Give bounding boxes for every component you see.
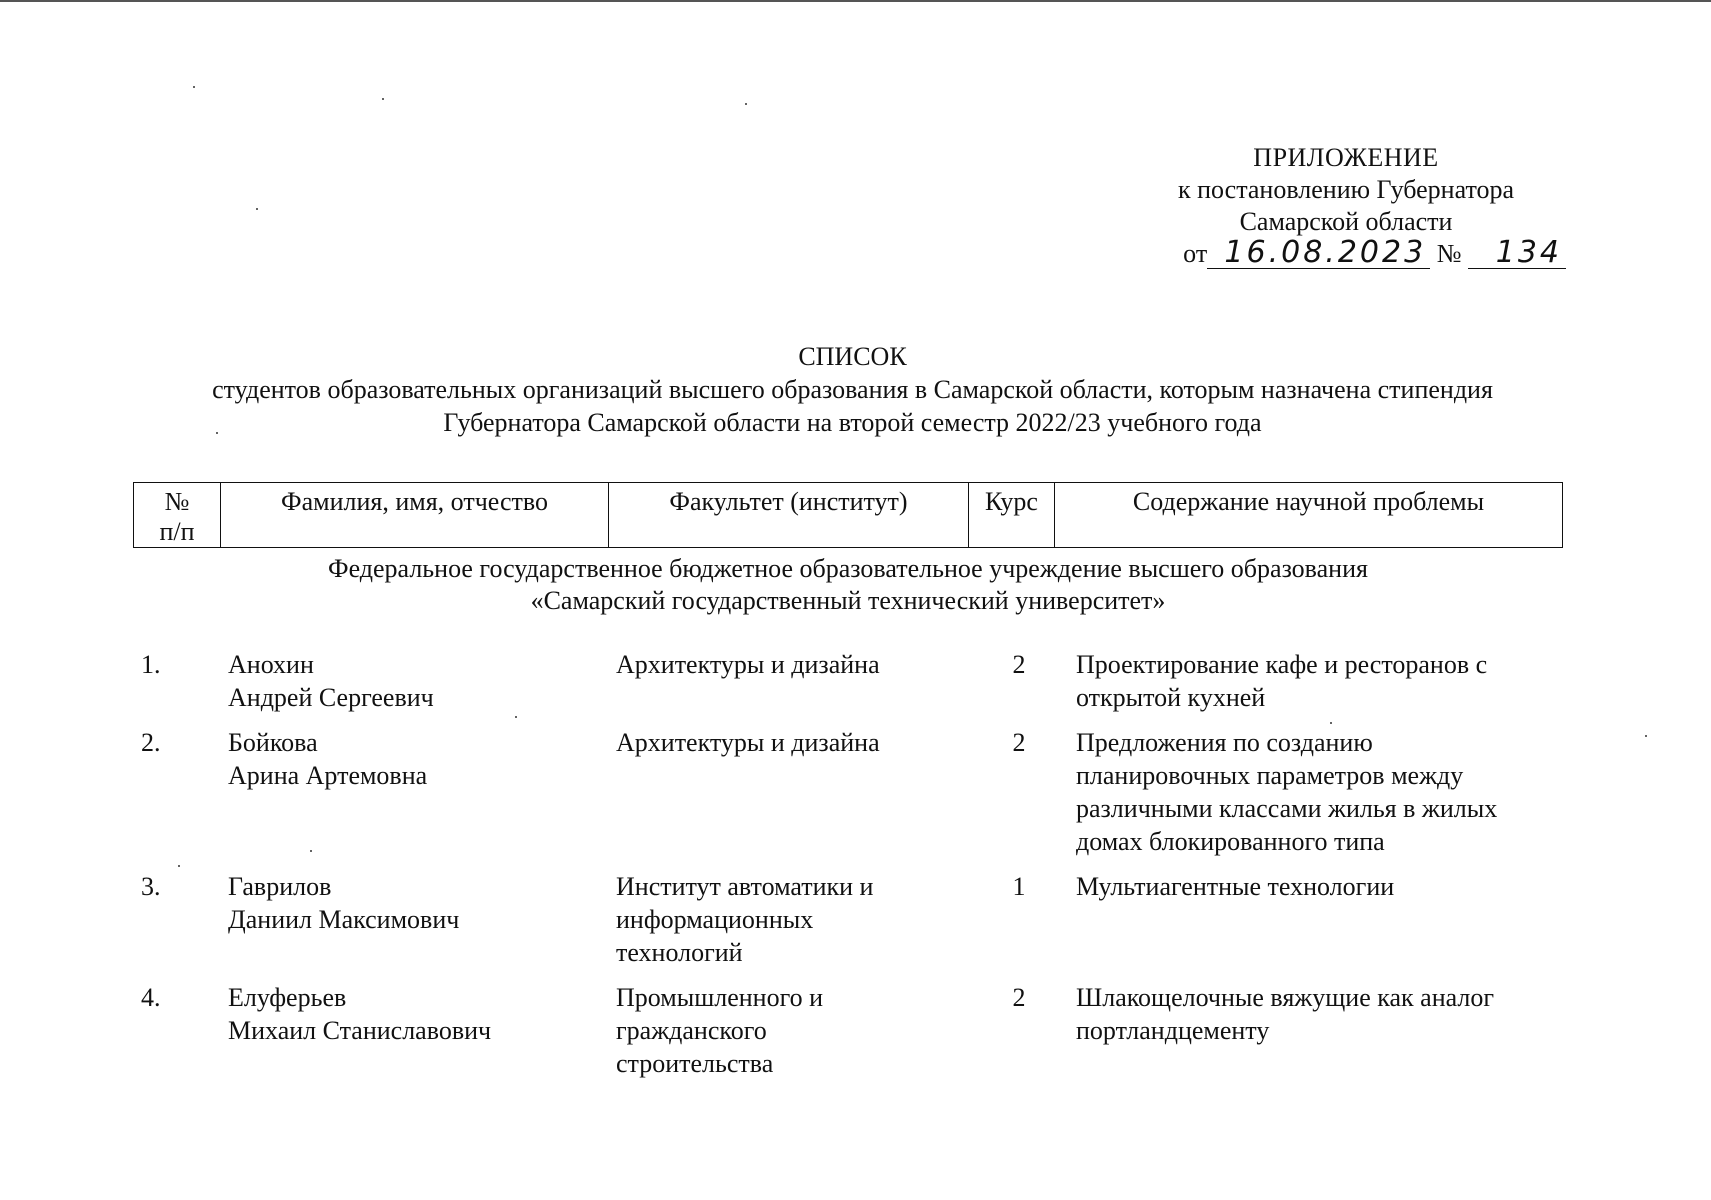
organization-line-1: Федеральное государственное бюджетное образовательное учреждение высшего образования — [328, 554, 1368, 583]
organization-name — [133, 553, 1563, 617]
row-given-names: Даниил Максимович — [228, 905, 460, 934]
header-faculty: Факультет (институт) — [609, 483, 969, 547]
row-course: 2 — [1012, 728, 1026, 757]
heading-title: СПИСОК — [798, 342, 907, 371]
table-row — [133, 981, 1563, 1080]
row-full-name — [228, 726, 616, 858]
handwritten-number: 134 — [1468, 238, 1566, 269]
row-number: 4. — [141, 983, 161, 1012]
scan-speck — [745, 103, 747, 105]
row-topic — [1062, 726, 1563, 858]
row-faculty — [616, 648, 976, 714]
row-full-name — [228, 648, 616, 714]
header-full-name: Фамилия, имя, отчество — [221, 483, 609, 547]
row-topic-line: Предложения по созданию — [1076, 728, 1373, 757]
row-surname: Елуферьев — [228, 983, 347, 1012]
appendix-block — [1136, 142, 1562, 270]
row-topic — [1062, 981, 1563, 1080]
row-topic-line: различными классами жилья в жилых — [1076, 794, 1498, 823]
date-prefix: от — [1183, 239, 1208, 268]
header-course: Курс — [969, 483, 1055, 547]
row-given-names: Андрей Сергеевич — [228, 683, 434, 712]
table-row — [133, 648, 1563, 714]
handwritten-date: 16.08.2023 — [1207, 238, 1430, 269]
row-faculty-line: информационных — [616, 905, 814, 934]
row-faculty-line: строительства — [616, 1049, 774, 1078]
heading-line-1: студентов образовательных организаций высшего образования в Самарской области, которым назначена стипендия — [212, 375, 1493, 404]
row-full-name — [228, 981, 616, 1080]
number-prefix: № — [1436, 239, 1462, 268]
student-list — [133, 648, 1563, 1092]
row-topic-line: Проектирование кафе и ресторанов с — [1076, 650, 1488, 679]
appendix-date-line — [1136, 235, 1566, 270]
row-number: 1. — [141, 650, 161, 679]
row-faculty — [616, 726, 976, 858]
row-surname: Анохин — [228, 650, 314, 679]
appendix-line-decree: к постановлению Губернатора — [1177, 175, 1515, 204]
appendix-line-region: Самарской области — [1239, 207, 1453, 236]
table-row — [133, 870, 1563, 969]
scan-speck — [256, 208, 258, 210]
row-faculty — [616, 870, 976, 969]
header-topic: Содержание научной проблемы — [1132, 487, 1485, 516]
list-heading — [120, 340, 1585, 439]
header-number — [134, 483, 221, 547]
row-surname: Гаврилов — [228, 872, 332, 901]
row-given-names: Михаил Станиславович — [228, 1016, 492, 1045]
row-faculty-line: Промышленного и — [616, 983, 823, 1012]
row-topic-line: планировочных параметров между — [1076, 761, 1464, 790]
row-topic-line: домах блокированного типа — [1076, 827, 1385, 856]
row-topic-line: Мультиагентные технологии — [1076, 872, 1395, 901]
row-faculty-line: технологий — [616, 938, 743, 967]
appendix-title: ПРИЛОЖЕНИЕ — [1253, 143, 1439, 172]
table-header — [133, 482, 1563, 548]
row-faculty-line: гражданского — [616, 1016, 767, 1045]
scan-speck — [1645, 735, 1647, 737]
row-number: 2. — [141, 728, 161, 757]
heading-line-2: Губернатора Самарской области на второй семестр 2022/23 учебного года — [443, 408, 1262, 437]
row-topic-line: портландцементу — [1076, 1016, 1270, 1045]
row-topic — [1062, 648, 1563, 714]
row-topic-line: Шлакощелочные вяжущие как аналог — [1076, 983, 1495, 1012]
scan-edge — [0, 0, 1711, 2]
header-number-pp: п/п — [159, 517, 195, 546]
row-given-names: Арина Артемовна — [228, 761, 428, 790]
row-course: 2 — [1012, 983, 1026, 1012]
table-row — [133, 726, 1563, 858]
row-course: 1 — [1012, 872, 1026, 901]
scan-speck — [382, 98, 384, 100]
row-surname: Бойкова — [228, 728, 318, 757]
row-topic-line: открытой кухней — [1076, 683, 1266, 712]
row-full-name — [228, 870, 616, 969]
header-number-sign: № — [164, 487, 190, 516]
row-faculty-line: Архитектуры и дизайна — [616, 728, 880, 757]
row-course: 2 — [1012, 650, 1026, 679]
organization-line-2: «Самарский государственный технический университет» — [530, 586, 1166, 615]
row-topic — [1062, 870, 1563, 969]
row-faculty — [616, 981, 976, 1080]
row-number: 3. — [141, 872, 161, 901]
row-faculty-line: Архитектуры и дизайна — [616, 650, 880, 679]
scan-speck — [193, 86, 195, 88]
row-faculty-line: Институт автоматики и — [616, 872, 874, 901]
